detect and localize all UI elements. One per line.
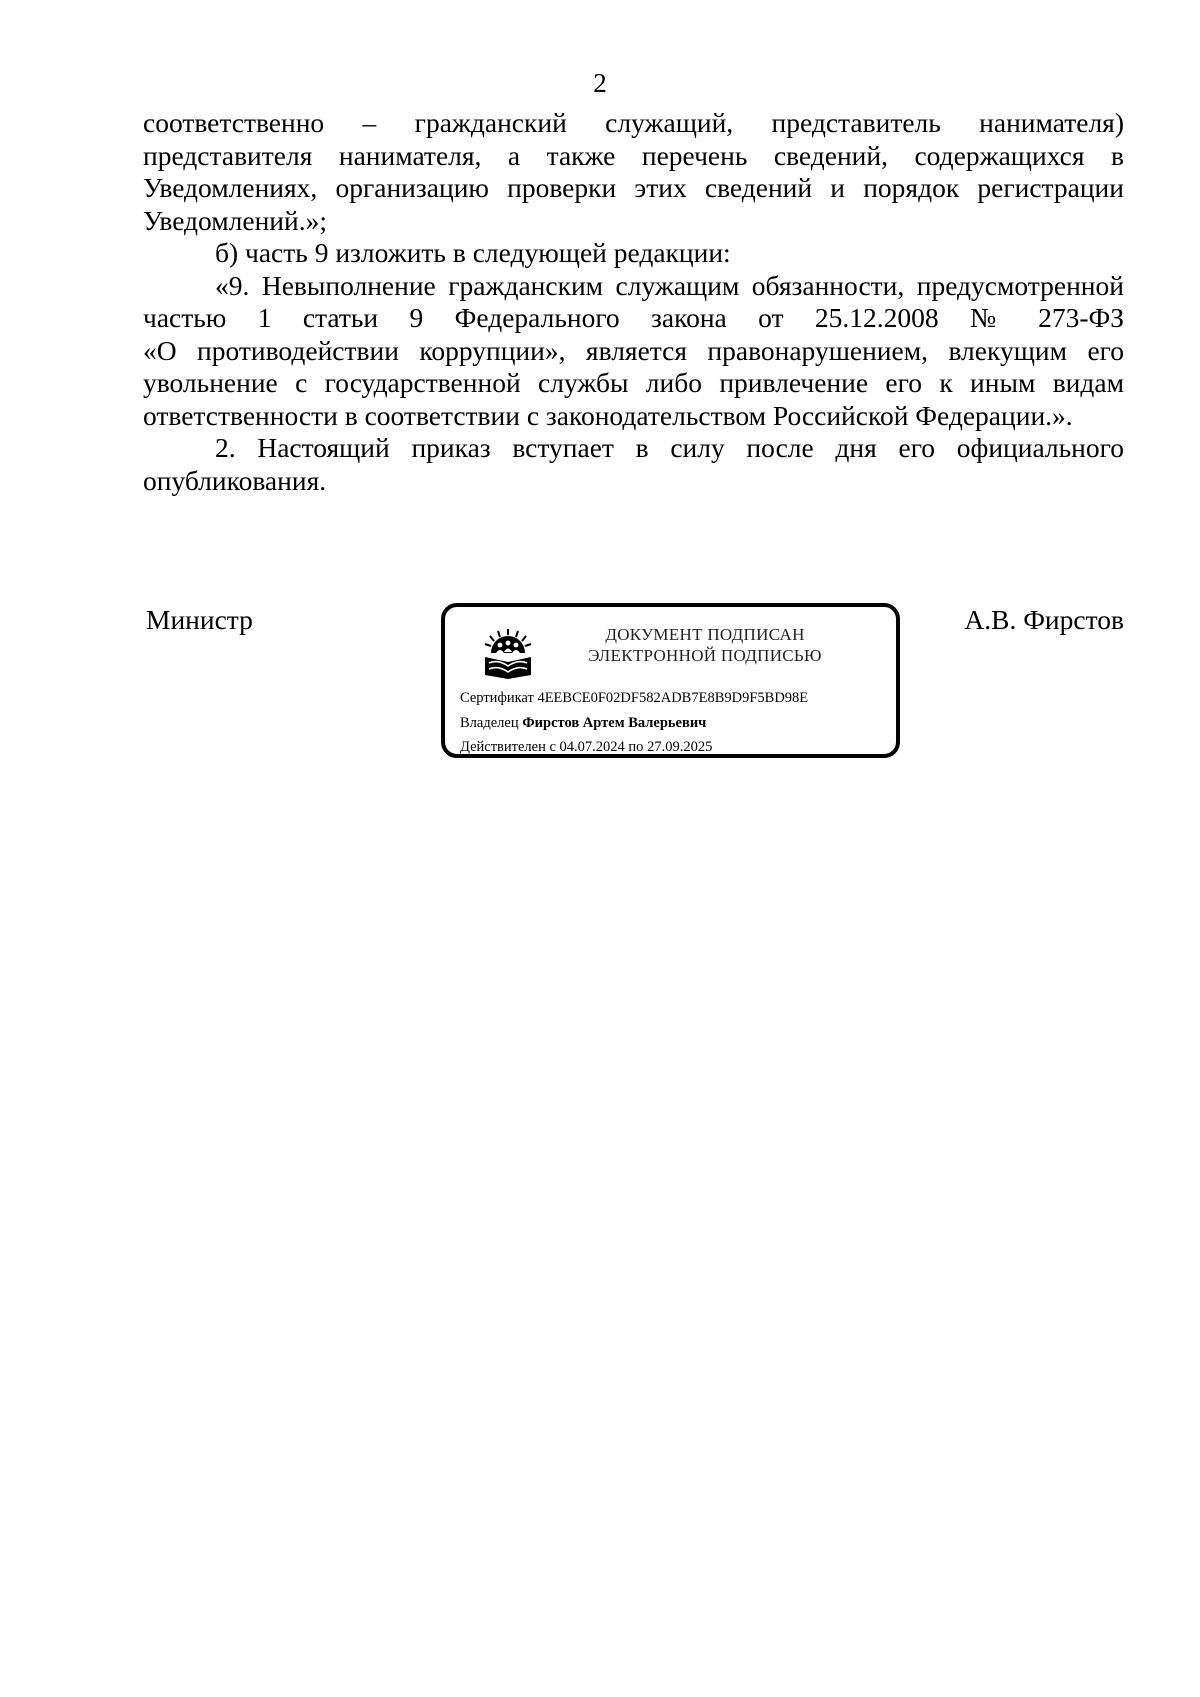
paragraph-line: «О противодействии коррупции», является правонарушением, влекущим его bbox=[143, 334, 1124, 366]
valid-from-label: с bbox=[549, 739, 556, 755]
valid-to-label: по bbox=[628, 739, 644, 755]
paragraph-line: ответственности в соответствии с законодательством Российской Федерации.». bbox=[143, 399, 1073, 431]
owner-label: Владелец bbox=[460, 715, 519, 731]
page-number: 2 bbox=[593, 68, 607, 98]
document-body bbox=[143, 107, 1124, 497]
paragraph-line: Уведомлениях, организацию проверки этих сведений и порядок регистрации bbox=[143, 172, 1124, 203]
paragraph-line: опубликования. bbox=[143, 464, 327, 496]
paragraph-item-b: б) часть 9 изложить в следующей редакции: bbox=[215, 237, 731, 268]
stamp-title-line: ЭЛЕКТРОННОЙ ПОДПИСЬЮ bbox=[588, 646, 822, 665]
valid-to: 27.09.2025 bbox=[647, 739, 713, 755]
certificate-value: 4EEBCE0F02DF582ADB7E8B9D9F5BD98E bbox=[537, 690, 809, 706]
regional-coat-of-arms-icon bbox=[481, 627, 535, 679]
paragraph-line: представителя нанимателя, а также перечень сведений, содержащихся в bbox=[143, 139, 1124, 171]
stamp-title bbox=[555, 624, 855, 666]
stamp-certificate bbox=[460, 689, 808, 707]
owner-value: Фирстов Артем Валерьевич bbox=[522, 715, 707, 731]
paragraph-item-2 bbox=[143, 432, 1124, 497]
paragraph-line: 2. Настоящий приказ вступает в силу после дня его официального bbox=[215, 432, 1124, 463]
signatory-position: Министр bbox=[146, 604, 253, 635]
certificate-label: Сертификат bbox=[460, 690, 534, 706]
paragraph-continuation bbox=[143, 107, 1124, 237]
valid-label: Действителен bbox=[460, 739, 546, 755]
paragraph-new-part-9 bbox=[143, 270, 1124, 433]
paragraph-line: увольнение с государственной службы либо привлечение его к иным видам bbox=[143, 367, 1124, 398]
stamp-validity bbox=[460, 738, 712, 756]
paragraph-line: частью 1 статьи 9 Федерального закона от 25.12.2008 № 273-ФЗ bbox=[143, 302, 1124, 333]
paragraph-line: «9. Невыполнение гражданским служащим обязанности, предусмотренной bbox=[215, 269, 1124, 301]
stamp-title-line: ДОКУМЕНТ ПОДПИСАН bbox=[605, 625, 805, 644]
paragraph-line: Уведомлений.»; bbox=[143, 204, 328, 236]
stamp-owner bbox=[460, 714, 706, 732]
paragraph-line: соответственно – гражданский служащий, представитель нанимателя) bbox=[143, 107, 1124, 138]
electronic-signature-stamp bbox=[441, 603, 900, 758]
valid-from: 04.07.2024 bbox=[559, 739, 625, 755]
signatory-name: А.В. Фирстов bbox=[964, 604, 1124, 635]
